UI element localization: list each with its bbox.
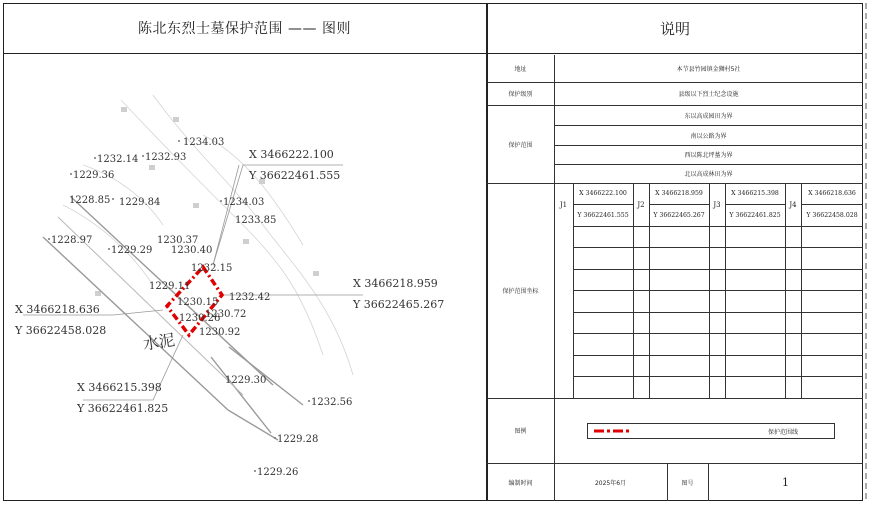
elevation-label: 1228.85 <box>69 195 111 206</box>
callout-1-y: Y 36622461.555 <box>249 169 341 182</box>
elevation-label: 1230.72 <box>205 309 247 320</box>
elevation-label: 1229.28 <box>277 434 319 445</box>
map-title: 陈北东烈士墓保护范围 —— 图则 <box>3 3 486 54</box>
elevation-label: 1229.29 <box>111 245 153 256</box>
point-j1-x: X 3466222.100 <box>579 190 627 197</box>
elevation-label: 1230.15 <box>177 297 219 308</box>
point-j2-y: Y 36622465.267 <box>653 211 705 219</box>
elevation-label: 1230.40 <box>171 245 213 256</box>
range-north: 北以高成林田为界 <box>684 171 733 178</box>
elevation-label: 1234.03 <box>183 137 225 148</box>
range-label: 保护范围 <box>508 141 533 149</box>
page-label: 图号 <box>681 479 694 487</box>
range-south: 南以公路为界 <box>690 132 727 140</box>
notes-title: 说明 <box>487 3 863 54</box>
callout-2-x: X 3466218.959 <box>353 277 438 290</box>
date-value: 2025年6月 <box>594 479 627 487</box>
level-label: 保护级别 <box>508 91 533 98</box>
point-j3-id: J3 <box>713 200 721 209</box>
date-label: 编制时间 <box>508 479 533 487</box>
address-value: 本节县竹园镇金狮村5社 <box>676 66 741 73</box>
callout-3-x: X 3466218.636 <box>15 303 100 316</box>
elevation-label: 1232.42 <box>229 292 271 303</box>
point-j4-id: J4 <box>789 200 797 209</box>
point-j1-y: Y 36622461.555 <box>577 211 629 219</box>
address-label: 地址 <box>514 66 527 73</box>
elevation-label: 1228.97 <box>51 235 93 246</box>
callout-4-x: X 3466215.398 <box>77 381 162 394</box>
point-j3-x: X 3466215.398 <box>731 190 779 197</box>
elevation-label: 1234.03 <box>223 197 265 208</box>
elevation-label: 1230.37 <box>157 235 199 246</box>
legend-label: 图例 <box>514 428 527 435</box>
level-value: 县级以下烈士纪念设施 <box>678 91 739 98</box>
range-east: 东以高成园田为界 <box>684 112 733 120</box>
legend-box <box>587 423 835 439</box>
range-west: 西以陈北坪墓为界 <box>684 152 733 159</box>
callout-3-y: Y 36622458.028 <box>15 324 107 337</box>
right-edge-dashes <box>863 3 869 501</box>
road-label: 水泥 <box>141 330 177 354</box>
page-value: 1 <box>782 475 789 489</box>
point-j2-x: X 3466218.959 <box>655 190 703 197</box>
point-j2-id: J2 <box>637 200 645 209</box>
point-j4-y: Y 36622458.028 <box>806 211 858 219</box>
point-j1-id: J1 <box>559 200 568 209</box>
point-j4-x: X 3466218.636 <box>808 190 856 197</box>
elevation-label: 1230.92 <box>199 327 241 338</box>
notes-table <box>487 55 863 501</box>
callout-2-y: Y 36622465.267 <box>353 298 445 311</box>
callout-1-x: X 3466222.100 <box>249 148 334 161</box>
elevation-label: 1232.56 <box>311 397 353 408</box>
callout-4-y: Y 36622461.825 <box>77 402 169 415</box>
elevation-label: 1229.30 <box>225 375 267 386</box>
coords-label: 保护范围坐标 <box>502 288 539 295</box>
point-j3-y: Y 36622461.825 <box>729 211 781 219</box>
map-canvas <box>3 55 486 501</box>
elevation-label: 1232.93 <box>145 152 187 163</box>
elevation-label: 1229.26 <box>257 467 299 478</box>
elevation-label: 1232.15 <box>191 263 233 274</box>
legend-text: 保护范围线 <box>767 428 798 436</box>
legend-line-sample <box>592 424 652 438</box>
site-map <box>3 55 486 501</box>
elevation-label: 1233.85 <box>235 215 277 226</box>
elevation-label: 1232.14 <box>97 154 139 165</box>
elevation-label: 1229.84 <box>119 197 161 208</box>
elevation-label: 1229.36 <box>73 170 115 181</box>
elevation-label: 1229.11 <box>149 281 191 292</box>
elevation-label: 1230.26 <box>179 313 221 324</box>
